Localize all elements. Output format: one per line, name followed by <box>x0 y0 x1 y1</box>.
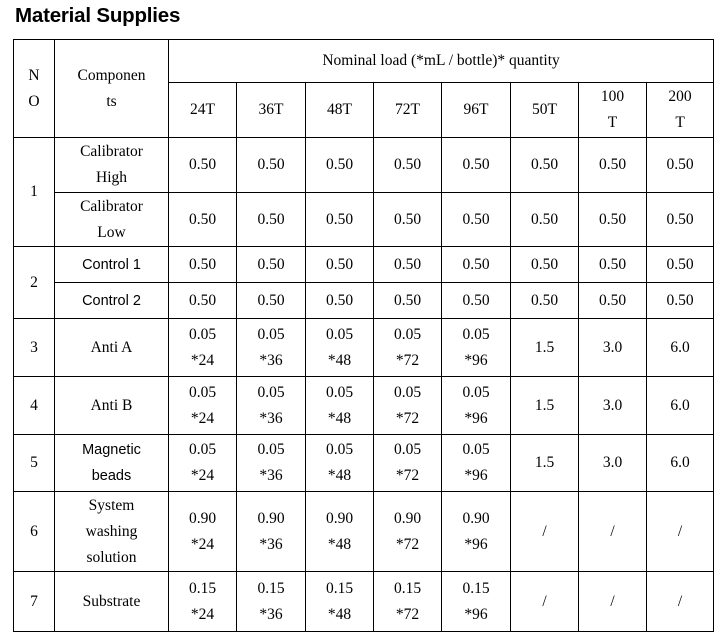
quantity-cell <box>237 492 306 572</box>
quantity-line: 0.50 <box>325 291 354 309</box>
quantity-line: 0.15 <box>188 579 217 597</box>
quantity-line: 0.50 <box>257 156 285 173</box>
component-name <box>55 138 169 193</box>
quantity-cell <box>169 435 237 492</box>
quantity-line: 3.0 <box>602 396 623 414</box>
quantity-cell <box>374 138 442 193</box>
quantity-line: *36 <box>259 535 283 553</box>
quantity-cell <box>647 435 714 492</box>
quantity-cell <box>169 247 237 283</box>
row-number: 2 <box>14 247 55 319</box>
quantity-line: *48 <box>327 605 352 623</box>
quantity-cell <box>237 572 306 632</box>
quantity-cell <box>511 247 579 283</box>
component-name <box>55 572 169 632</box>
component-name <box>55 319 169 377</box>
components-header-line: ts <box>106 92 117 110</box>
table-row <box>14 435 714 492</box>
table-row <box>14 283 714 319</box>
column-header <box>169 83 237 138</box>
quantity-line: 0.90 <box>393 509 422 527</box>
quantity-cell <box>647 247 714 283</box>
quantity-line: / <box>610 522 615 540</box>
quantity-line: 0.90 <box>188 509 217 527</box>
quantity-cell <box>442 492 511 572</box>
quantity-line: *72 <box>395 409 420 427</box>
quantity-line: *96 <box>464 351 488 369</box>
quantity-line: *24 <box>190 409 215 427</box>
table-row <box>14 193 714 247</box>
row-number: 6 <box>14 492 55 572</box>
quantity-cell <box>306 435 374 492</box>
quantity-cell <box>374 193 442 247</box>
quantity-line: 0.05 <box>188 325 217 343</box>
quantity-line: 0.50 <box>666 156 694 173</box>
quantity-cell <box>647 572 714 632</box>
table-row <box>14 247 714 283</box>
quantity-line: 0.50 <box>530 291 559 309</box>
quantity-line: / <box>542 592 547 610</box>
quantity-line: 6.0 <box>670 396 690 414</box>
quantity-cell <box>442 193 511 247</box>
quantity-line: *96 <box>464 409 488 427</box>
component-name-line: Control 1 <box>82 256 141 273</box>
column-header-line: 50T <box>532 101 557 118</box>
quantity-cell <box>511 492 579 572</box>
component-name-line: beads <box>91 468 132 484</box>
quantity-cell <box>579 572 647 632</box>
quantity-cell <box>579 492 647 572</box>
quantity-line: 0.50 <box>325 255 354 273</box>
quantity-line: 0.50 <box>666 291 694 309</box>
column-header-line: 100 <box>600 88 625 105</box>
quantity-line: 1.5 <box>534 396 555 414</box>
quantity-cell <box>647 138 714 193</box>
quantity-line: 0.50 <box>393 255 422 273</box>
row-number: 5 <box>14 435 55 492</box>
no-header-line: N <box>28 66 40 84</box>
component-name-line: washing <box>85 522 138 540</box>
quantity-cell <box>237 193 306 247</box>
quantity-line: 0.50 <box>325 156 354 173</box>
column-header <box>511 83 579 138</box>
row-number: 1 <box>14 138 55 247</box>
table-row <box>14 572 714 632</box>
component-name-line: Substrate <box>82 592 141 610</box>
component-name-line: Calibrator <box>80 143 143 160</box>
quantity-line: *96 <box>464 467 488 484</box>
quantity-cell <box>169 377 237 435</box>
table-row <box>14 138 714 193</box>
quantity-line: 0.05 <box>188 383 217 401</box>
quantity-line: *36 <box>259 351 283 369</box>
quantity-cell <box>237 138 306 193</box>
component-name <box>55 435 169 492</box>
quantity-cell <box>442 247 511 283</box>
quantity-cell <box>306 247 374 283</box>
quantity-cell <box>306 377 374 435</box>
row-number: 7 <box>14 572 55 632</box>
component-name <box>55 377 169 435</box>
quantity-line: 0.50 <box>188 255 217 273</box>
component-name-line: High <box>96 169 127 186</box>
column-header <box>306 83 374 138</box>
quantity-line: *48 <box>327 351 352 369</box>
quantity-cell <box>647 492 714 572</box>
column-header-line: 48T <box>327 101 352 118</box>
quantity-line: 0.50 <box>530 210 559 228</box>
component-name-line: Control 2 <box>82 292 141 309</box>
quantity-cell <box>169 319 237 377</box>
component-name-line: Low <box>97 223 126 241</box>
quantity-line: / <box>542 522 547 540</box>
quantity-cell <box>169 193 237 247</box>
quantity-line: *72 <box>395 535 420 553</box>
quantity-line: 0.50 <box>530 255 559 273</box>
quantity-line: *24 <box>190 535 215 553</box>
quantity-cell <box>237 319 306 377</box>
column-header <box>374 83 442 138</box>
quantity-line: *96 <box>464 605 488 623</box>
column-header-line: 96T <box>463 101 489 118</box>
quantity-cell <box>169 138 237 193</box>
column-header-line: T <box>607 114 618 131</box>
quantity-line: 0.50 <box>188 210 217 228</box>
quantity-cell <box>579 193 647 247</box>
quantity-line: *48 <box>327 409 352 427</box>
quantity-cell <box>374 319 442 377</box>
quantity-cell <box>647 283 714 319</box>
column-header-line: 200 <box>668 88 692 105</box>
quantity-line: 0.50 <box>598 291 627 309</box>
component-name-line: solution <box>86 548 137 566</box>
quantity-line: *72 <box>395 605 420 623</box>
quantity-line: 0.50 <box>530 156 559 173</box>
components-header-line: Componen <box>77 66 146 84</box>
row-number: 4 <box>14 377 55 435</box>
quantity-line: 0.90 <box>257 509 285 527</box>
quantity-cell <box>511 283 579 319</box>
quantity-cell <box>579 247 647 283</box>
quantity-line: 0.50 <box>188 291 217 309</box>
column-header-line: 72T <box>395 101 420 118</box>
quantity-line: 0.05 <box>325 383 354 401</box>
column-header-line: 24T <box>190 101 215 118</box>
table-row <box>14 492 714 572</box>
quantity-cell <box>169 572 237 632</box>
quantity-line: 0.05 <box>325 441 354 458</box>
quantity-cell <box>442 283 511 319</box>
nominal-load-header: Nominal load (*mL / bottle)* quantity <box>169 40 714 83</box>
component-name-line: Calibrator <box>80 197 143 215</box>
column-header <box>442 83 511 138</box>
quantity-cell <box>374 283 442 319</box>
quantity-cell <box>511 193 579 247</box>
quantity-line: / <box>610 592 615 610</box>
quantity-line: 0.05 <box>462 325 490 343</box>
quantity-line: 0.15 <box>257 579 285 597</box>
quantity-cell <box>374 377 442 435</box>
quantity-line: 0.50 <box>462 255 490 273</box>
quantity-cell <box>306 138 374 193</box>
quantity-line: 6.0 <box>670 454 690 471</box>
quantity-line: 0.50 <box>462 156 490 173</box>
quantity-line: 0.05 <box>188 441 217 458</box>
quantity-line: 0.50 <box>393 291 422 309</box>
quantity-line: *24 <box>190 351 215 369</box>
quantity-line: 0.05 <box>325 325 354 343</box>
quantity-line: 0.90 <box>325 509 354 527</box>
quantity-line: 0.50 <box>462 210 490 228</box>
quantity-cell <box>511 319 579 377</box>
quantity-line: 1.5 <box>534 454 555 471</box>
components-header <box>55 40 169 138</box>
quantity-cell <box>442 572 511 632</box>
quantity-line: 0.15 <box>325 579 354 597</box>
component-name-line: Anti A <box>90 338 133 356</box>
quantity-line: 0.05 <box>462 441 490 458</box>
column-header-line: 36T <box>258 101 284 118</box>
quantity-line: *48 <box>327 467 352 484</box>
quantity-line: 0.50 <box>325 210 354 228</box>
quantity-line: *36 <box>259 409 283 427</box>
quantity-line: 0.90 <box>462 509 490 527</box>
page-title: Material Supplies <box>15 4 181 27</box>
table-row <box>14 319 714 377</box>
component-name <box>55 283 169 319</box>
quantity-cell <box>647 377 714 435</box>
quantity-cell <box>579 138 647 193</box>
quantity-line: 0.05 <box>393 325 422 343</box>
row-number: 3 <box>14 319 55 377</box>
quantity-line: 0.15 <box>393 579 422 597</box>
quantity-cell <box>306 572 374 632</box>
quantity-line: 0.50 <box>598 156 627 173</box>
table-row <box>14 377 714 435</box>
quantity-cell <box>579 435 647 492</box>
material-supplies-table <box>13 39 714 632</box>
quantity-cell <box>647 319 714 377</box>
quantity-cell <box>237 283 306 319</box>
quantity-cell <box>442 435 511 492</box>
component-name-line: Magnetic <box>82 442 141 458</box>
quantity-line: *72 <box>395 351 420 369</box>
quantity-line: 0.05 <box>393 441 422 458</box>
quantity-cell <box>579 319 647 377</box>
quantity-cell <box>306 492 374 572</box>
quantity-line: 0.05 <box>462 383 490 401</box>
quantity-cell <box>169 283 237 319</box>
column-header-line: T <box>675 114 685 131</box>
quantity-cell <box>374 572 442 632</box>
component-name-line: Anti B <box>90 396 133 414</box>
table-body <box>14 40 714 632</box>
quantity-line: *36 <box>259 467 283 484</box>
quantity-line: *24 <box>190 605 215 623</box>
quantity-line: 0.50 <box>257 255 285 273</box>
quantity-line: 1.5 <box>534 338 555 356</box>
quantity-line: 0.05 <box>257 441 285 458</box>
column-header <box>647 83 714 138</box>
column-header <box>579 83 647 138</box>
quantity-line: 0.50 <box>393 156 422 173</box>
quantity-line: 0.50 <box>257 210 285 228</box>
quantity-line: 0.50 <box>188 156 217 173</box>
component-name <box>55 193 169 247</box>
quantity-cell <box>374 247 442 283</box>
quantity-line: 0.50 <box>598 255 627 273</box>
component-name <box>55 492 169 572</box>
header-row-top <box>14 40 714 83</box>
quantity-line: 0.05 <box>257 383 285 401</box>
quantity-line: *24 <box>190 467 215 484</box>
quantity-cell <box>511 138 579 193</box>
quantity-cell <box>237 377 306 435</box>
quantity-cell <box>237 247 306 283</box>
no-header <box>14 40 55 138</box>
quantity-line: *36 <box>259 605 283 623</box>
quantity-line: 3.0 <box>602 338 623 356</box>
quantity-line: *48 <box>327 535 352 553</box>
quantity-line: 0.05 <box>257 325 285 343</box>
quantity-cell <box>374 492 442 572</box>
column-header <box>237 83 306 138</box>
quantity-line: 0.05 <box>393 383 422 401</box>
quantity-cell <box>579 377 647 435</box>
quantity-line: 0.50 <box>257 291 285 309</box>
quantity-cell <box>306 193 374 247</box>
quantity-cell <box>442 138 511 193</box>
quantity-line: / <box>677 592 683 610</box>
quantity-cell <box>306 283 374 319</box>
quantity-line: 0.50 <box>462 291 490 309</box>
component-name-line: System <box>88 496 135 514</box>
quantity-line: 0.50 <box>393 210 422 228</box>
quantity-cell <box>442 377 511 435</box>
quantity-cell <box>237 435 306 492</box>
quantity-cell <box>511 572 579 632</box>
quantity-line: 0.50 <box>666 255 694 273</box>
quantity-line: *72 <box>395 467 420 484</box>
quantity-cell <box>511 377 579 435</box>
quantity-cell <box>647 193 714 247</box>
quantity-cell <box>442 319 511 377</box>
quantity-line: 0.50 <box>598 210 627 228</box>
quantity-line: 0.15 <box>462 579 490 597</box>
quantity-line: 0.50 <box>666 210 694 228</box>
quantity-line: *96 <box>464 535 488 553</box>
quantity-cell <box>169 492 237 572</box>
quantity-line: / <box>677 522 683 540</box>
no-header-line: O <box>28 92 40 110</box>
quantity-cell <box>374 435 442 492</box>
quantity-cell <box>306 319 374 377</box>
quantity-cell <box>511 435 579 492</box>
quantity-cell <box>579 283 647 319</box>
component-name <box>55 247 169 283</box>
quantity-line: 3.0 <box>602 454 623 471</box>
quantity-line: 6.0 <box>670 338 690 356</box>
